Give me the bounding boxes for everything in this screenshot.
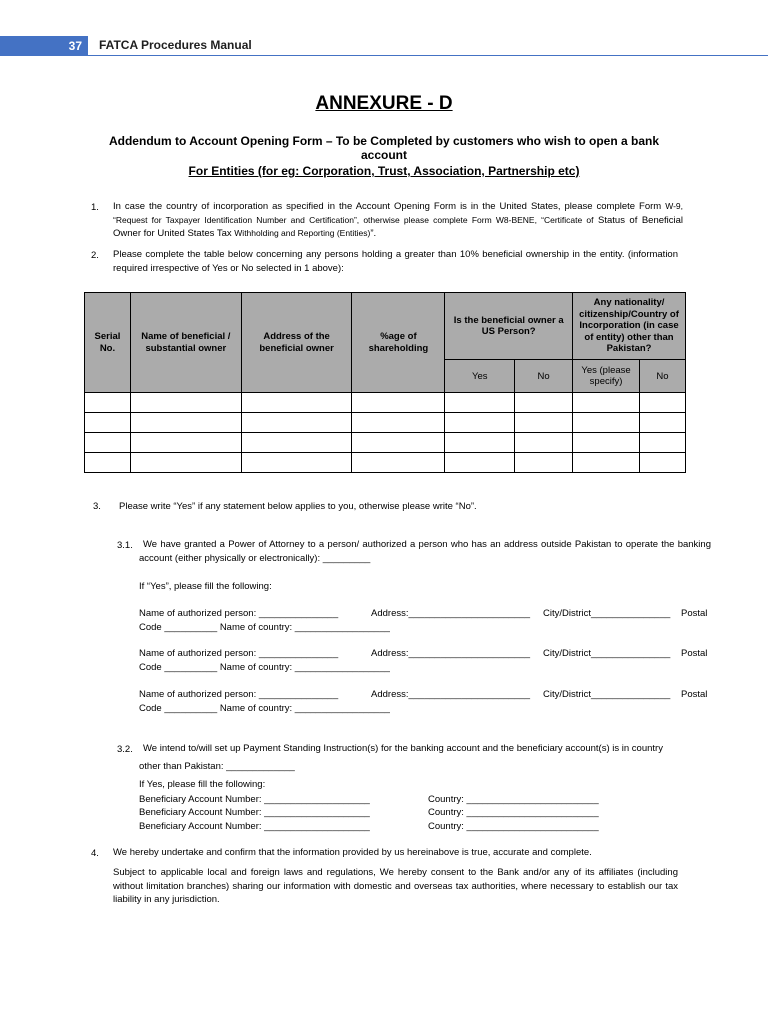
item-3-1-text: We have granted a Power of Attorney to a person/ authorized a person who has an address outside Pakistan to operate the banking account (either physically or electronically): _________ xyxy=(139,539,711,564)
authorized-city-field[interactable]: City/District_______________ xyxy=(543,689,671,700)
table-cell[interactable] xyxy=(640,393,686,413)
table-cell[interactable] xyxy=(573,453,640,473)
table-cell[interactable] xyxy=(573,413,640,433)
page-number: 37 xyxy=(68,39,82,53)
table-cell[interactable] xyxy=(640,433,686,453)
table-cell[interactable] xyxy=(352,453,445,473)
beneficiary-account-field[interactable]: Beneficiary Account Number: ____________________ xyxy=(139,821,370,832)
table-cell[interactable] xyxy=(640,413,686,433)
item-2-number: 2. xyxy=(91,250,99,261)
table-cell[interactable] xyxy=(445,393,515,413)
table-cell[interactable] xyxy=(85,393,131,413)
consent-text: Subject to applicable local and foreign laws and regulations, We hereby consent to the Bank and/or any of its affiliates (including without limitation branches) sharing our information with domestic and overseas tax authorities, where necessary to establish our tax liability in any jurisdiction. xyxy=(113,867,678,905)
table-cell[interactable] xyxy=(573,393,640,413)
table-cell[interactable] xyxy=(445,453,515,473)
table-row xyxy=(85,413,686,433)
authorized-name-field[interactable]: Name of authorized person: _______________ xyxy=(139,648,339,659)
item-3-text: Please write “Yes” if any statement below applies to you, otherwise please write “No”. xyxy=(119,501,477,512)
table-cell[interactable] xyxy=(515,453,573,473)
table-cell[interactable] xyxy=(130,453,241,473)
authorized-address-field[interactable]: Address:_______________________ xyxy=(371,608,531,619)
item-1-text-c: Status of Beneficial Owner for United States Tax xyxy=(113,214,684,239)
item-3-2-text-b[interactable]: other than Pakistan: _____________ xyxy=(139,761,295,772)
item-1-number: 1. xyxy=(91,202,99,213)
authorized-name-field[interactable]: Name of authorized person: _______________ xyxy=(139,689,339,700)
col-us-yes: Yes xyxy=(445,360,515,393)
item-1-text-d: Withholding and Reporting (Entities) xyxy=(234,228,371,238)
table-cell[interactable] xyxy=(241,453,352,473)
item-3-2-number: 3.2. xyxy=(117,744,133,755)
table-row xyxy=(85,393,686,413)
form-subtitle: Addendum to Account Opening Form – To be Completed by customers who wish to open a bank account xyxy=(108,134,660,162)
table-row xyxy=(85,453,686,473)
beneficiary-account-field[interactable]: Beneficiary Account Number: ____________________ xyxy=(139,807,370,818)
entity-subtitle: For Entities (for eg: Corporation, Trust, Association, Partnership etc) xyxy=(188,164,580,178)
beneficial-owner-table xyxy=(84,292,686,473)
authorized-code-country-field[interactable]: Code __________ Name of country: __________________ xyxy=(139,703,390,714)
table-cell[interactable] xyxy=(640,453,686,473)
table-cell[interactable] xyxy=(85,453,131,473)
table-cell[interactable] xyxy=(573,433,640,453)
authorized-postal-label: Postal xyxy=(681,689,708,700)
authorized-name-field[interactable]: Name of authorized person: _______________ xyxy=(139,608,339,619)
item-4-number: 4. xyxy=(91,848,99,859)
col-address-header: Address of the beneficial owner xyxy=(241,293,352,393)
table-cell[interactable] xyxy=(130,393,241,413)
authorized-code-country-field[interactable]: Code __________ Name of country: __________________ xyxy=(139,622,390,633)
table-cell[interactable] xyxy=(515,433,573,453)
item-3-2-text-a: We intend to/will set up Payment Standing Instruction(s) for the banking account and the beneficiary account(s) is in country xyxy=(143,743,663,754)
item-4-text: We hereby undertake and confirm that the information provided by us hereinabove is true, accurate and complete. xyxy=(113,847,592,858)
table-row xyxy=(85,433,686,453)
col-nationality-header: Any nationality/ citizenship/Country of Incorporation (in case of entity) other than Pakistan? xyxy=(573,293,686,360)
beneficiary-country-field[interactable]: Country: _________________________ xyxy=(428,807,599,818)
col-us-person-header: Is the beneficial owner a US Person? xyxy=(445,293,573,360)
table-cell[interactable] xyxy=(241,393,352,413)
table-cell[interactable] xyxy=(241,433,352,453)
item-3-1-number: 3.1. xyxy=(117,540,133,551)
authorized-city-field[interactable]: City/District_______________ xyxy=(543,648,671,659)
item-3-2-if-yes: If Yes, please fill the following: xyxy=(139,779,266,790)
table-cell[interactable] xyxy=(352,413,445,433)
table-cell[interactable] xyxy=(85,413,131,433)
table-cell[interactable] xyxy=(352,393,445,413)
authorized-city-field[interactable]: City/District_______________ xyxy=(543,608,671,619)
beneficiary-country-field[interactable]: Country: _________________________ xyxy=(428,821,599,832)
table-cell[interactable] xyxy=(241,413,352,433)
item-1-text-b: W-9, “Request for Taxpayer Identification Number and Certification”, otherwise please complete Form W8-BENE, “Certificate of xyxy=(113,201,683,225)
authorized-address-field[interactable]: Address:_______________________ xyxy=(371,689,531,700)
header-rule xyxy=(88,55,768,56)
authorized-postal-label: Postal xyxy=(681,608,708,619)
beneficiary-country-field[interactable]: Country: _________________________ xyxy=(428,794,599,805)
item-1-text-e: ”. xyxy=(370,228,377,239)
annexure-title: ANNEXURE - D xyxy=(315,93,453,114)
col-name-header: Name of beneficial / substantial owner xyxy=(130,293,241,393)
authorized-postal-label: Postal xyxy=(681,648,708,659)
manual-title: FATCA Procedures Manual xyxy=(99,38,252,52)
item-2-text: Please complete the table below concerning any persons holding a greater than 10% beneficial ownership in the entity. (information required irrespective of Yes or No selected in 1 above): xyxy=(113,249,678,274)
item-1-text xyxy=(113,200,683,241)
col-nationality-yes: Yes (please specify) xyxy=(573,360,640,393)
col-shareholding-header: %age of shareholding xyxy=(352,293,445,393)
col-serial-header: Serial No. xyxy=(85,293,131,393)
table-cell[interactable] xyxy=(515,413,573,433)
authorized-code-country-field[interactable]: Code __________ Name of country: __________________ xyxy=(139,662,390,673)
item-3-number: 3. xyxy=(93,501,101,512)
authorized-address-field[interactable]: Address:_______________________ xyxy=(371,648,531,659)
table-cell[interactable] xyxy=(352,433,445,453)
table-cell[interactable] xyxy=(85,433,131,453)
col-nationality-no: No xyxy=(640,360,686,393)
table-cell[interactable] xyxy=(445,433,515,453)
table-cell[interactable] xyxy=(515,393,573,413)
table-cell[interactable] xyxy=(445,413,515,433)
col-us-no: No xyxy=(515,360,573,393)
beneficiary-account-field[interactable]: Beneficiary Account Number: ____________________ xyxy=(139,794,370,805)
item-1-text-a: In case the country of incorporation as specified in the Account Opening Form is in the United States, please complete Form xyxy=(113,201,666,212)
item-3-1-if-yes: If “Yes”, please fill the following: xyxy=(139,581,272,592)
table-cell[interactable] xyxy=(130,433,241,453)
table-cell[interactable] xyxy=(130,413,241,433)
